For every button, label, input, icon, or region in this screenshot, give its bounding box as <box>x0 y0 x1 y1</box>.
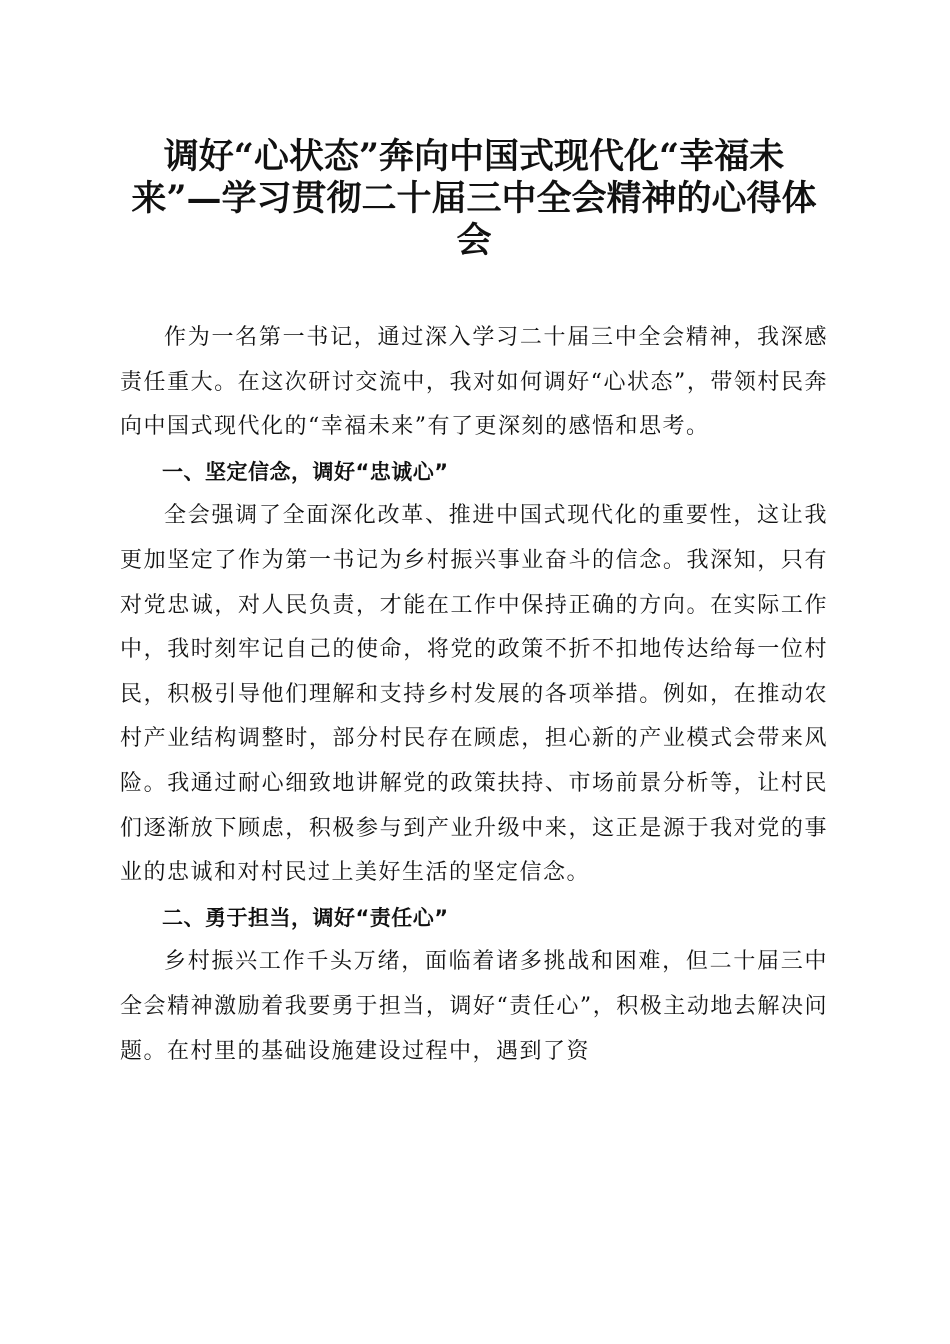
document-title: 调好“心状态”奔向中国式现代化“幸福未来”—学习贯彻二十届三中全会精神的心得体会 <box>131 136 817 261</box>
section-paragraph-2: 乡村振兴工作千头万绪，面临着诸多挑战和困难，但二十届三中全会精神激励着我要勇于担当，调好“责任心”，积极主动地去解决问题。在村里的基础设施建设过程中，遇到了资 <box>120 949 828 1064</box>
document-body <box>120 316 828 1074</box>
intro-paragraph: 作为一名第一书记，通过深入学习二十届三中全会精神，我深感责任重大。在这次研讨交流中，我对如何调好“心状态”，带领村民奔向中国式现代化的“幸福未来”有了更深刻的感悟和思考。 <box>120 325 828 440</box>
document-page <box>120 136 828 1074</box>
section-heading-2: 二、勇于担当，调好“责任心” <box>162 905 449 930</box>
section-paragraph-1: 全会强调了全面深化改革、推进中国式现代化的重要性，这让我更加坚定了作为第一书记为乡村振兴事业奋斗的信念。我深知，只有对党忠诚，对人民负责，才能在工作中保持正确的方向。在实际工作中，我时刻牢记自己的使命，将党的政策不折不扣地传达给每一位村民，积极引导他们理解和支持乡村发展的各项举措。例如，在推动农村产业结构调整时，部分村民存在顾虑，担心新的产业模式会带来风险。我通过耐心细致地讲解党的政策扶持、市场前景分析等，让村民们逐渐放下顾虑，积极参与到产业升级中来，这正是源于我对党的事业的忠诚和对村民过上美好生活的坚定信念。 <box>120 503 828 886</box>
section-heading-1: 一、坚定信念，调好“忠诚心” <box>162 459 449 484</box>
